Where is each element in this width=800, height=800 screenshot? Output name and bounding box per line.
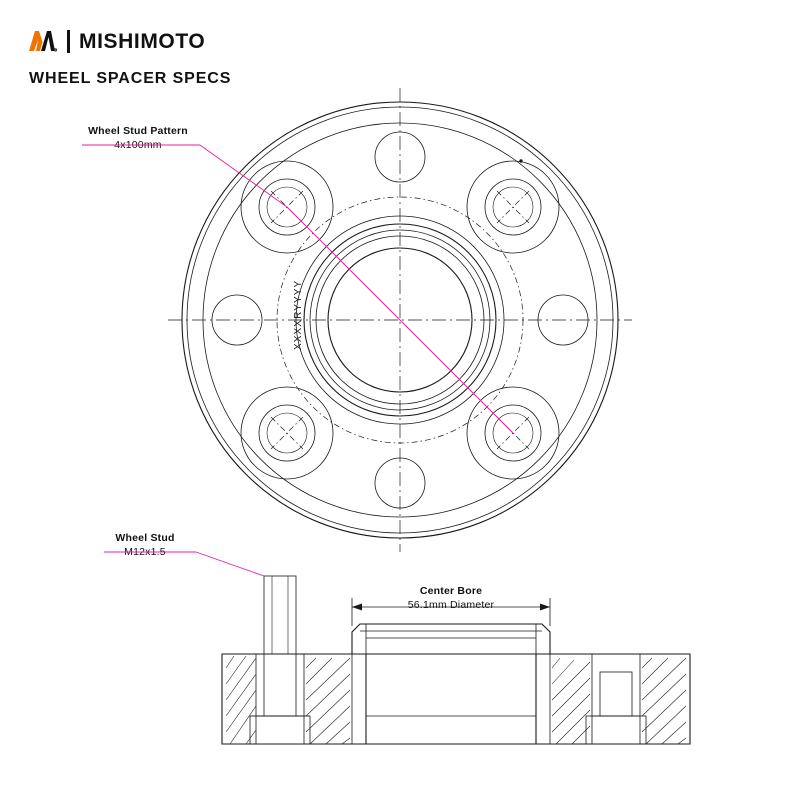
callout-title: Wheel Stud Pattern — [88, 125, 188, 137]
callout-value: 4x100mm — [114, 139, 162, 152]
brand-name: MISHIMOTO — [79, 29, 206, 53]
callout-value: 56.1mm Diameter — [407, 599, 495, 612]
section-view-wheel-spacer — [222, 576, 690, 744]
callout-title: Wheel Stud — [115, 532, 175, 544]
part-number-stamp: XXXXRYYYY — [293, 279, 304, 350]
dimension-center-bore — [352, 598, 550, 626]
section-hatch-left — [226, 656, 256, 744]
svg-text:R: R — [54, 49, 57, 53]
page-title: WHEEL SPACER SPECS — [29, 70, 232, 87]
section-hatch-center-left — [306, 658, 350, 744]
section-hatch-center-right — [552, 658, 590, 744]
section-hatch-right — [642, 658, 686, 744]
leader-wheel-stud — [104, 552, 264, 576]
callout-title: Center Bore — [419, 585, 483, 597]
callout-value: M12x1.5 — [124, 546, 166, 559]
